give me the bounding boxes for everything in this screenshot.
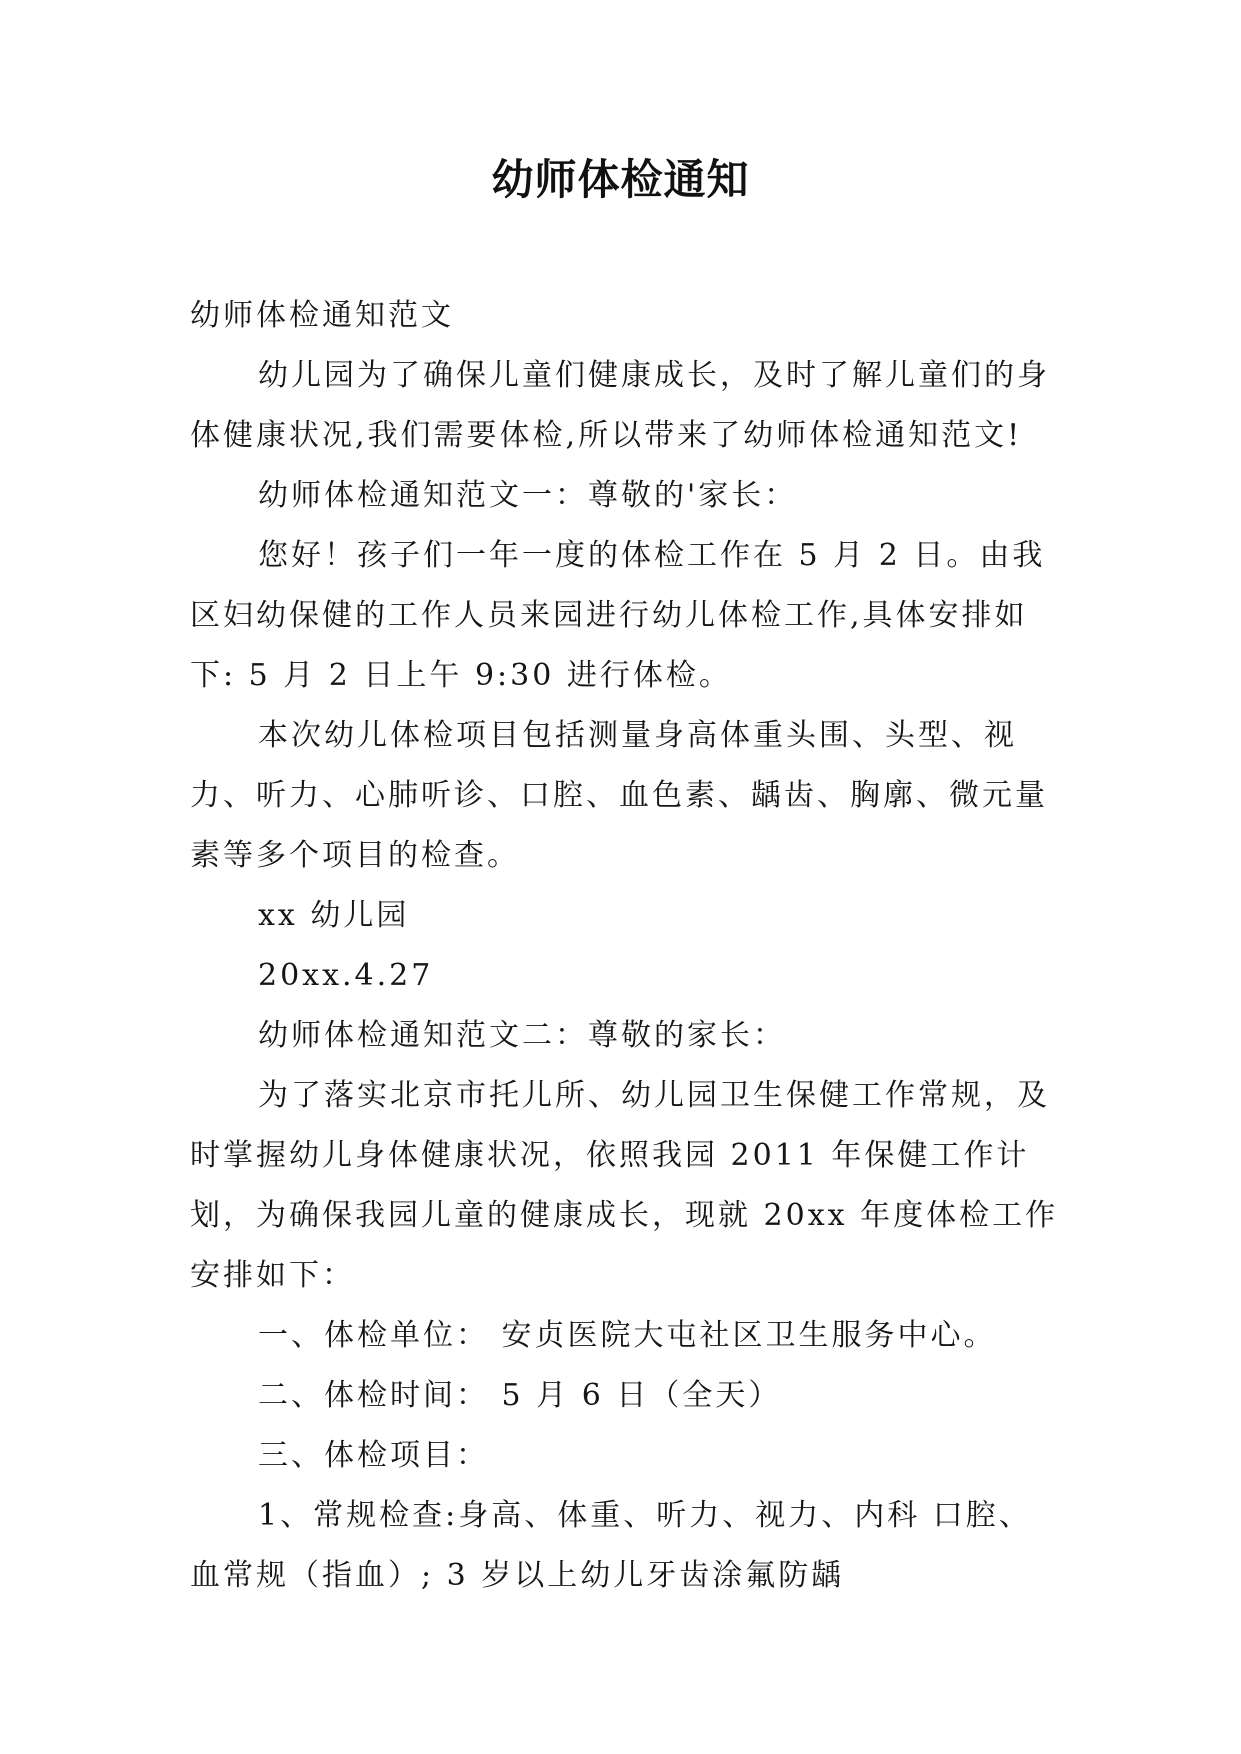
- paragraph-sample-two-heading: 幼师体检通知范文二：尊敬的家长：: [258, 1018, 786, 1053]
- paragraph-routine-check: 1、常规检查:身高、体重、听力、视力、内科 口腔、血常规（指血）; 3 岁以上幼儿牙齿涂氟防龋: [190, 1498, 1032, 1593]
- paragraph-intro: 幼儿园为了确保儿童们健康成长，及时了解儿童们的身体健康状况,我们需要体检,所以带来了幼师体检通知范文!: [190, 358, 1050, 453]
- paragraph-greeting: 您好！孩子们一年一度的体检工作在 5 月 2 日。由我区妇幼保健的工作人员来园进行幼儿体检工作,具体安排如下: 5 月 2 日上午 9:30 进行体检。: [190, 538, 1046, 693]
- paragraph-signature-date: 20xx.4.27: [258, 958, 434, 993]
- paragraph-sample-one-heading: 幼师体检通知范文一：尊敬的'家长：: [258, 478, 798, 513]
- paragraph-exam-items-heading: 三、体检项目：: [258, 1438, 489, 1473]
- document-title: 幼师体检通知: [491, 155, 750, 204]
- paragraph-signature-org: xx 幼儿园: [258, 898, 410, 933]
- paragraph-subtitle: 幼师体检通知范文: [190, 298, 454, 333]
- document-body: [190, 286, 1060, 1606]
- paragraph-exam-time: 二、体检时间： 5 月 6 日（全天）: [258, 1378, 782, 1413]
- paragraph-exam-items: 本次幼儿体检项目包括测量身高体重头围、头型、视力、听力、心肺听诊、口腔、血色素、龋齿、胸廓、微元量素等多个项目的检查。: [190, 718, 1048, 873]
- paragraph-exam-unit: 一、体检单位： 安贞医院大屯社区卫生服务中心。: [258, 1318, 997, 1353]
- paragraph-sample-two-intro: 为了落实北京市托儿所、幼儿园卫生保健工作常规，及时掌握幼儿身体健康状况，依照我园 2011 年保健工作计划，为确保我园儿童的健康成长，现就 20xx 年度体检工作安排如下：: [190, 1078, 1059, 1293]
